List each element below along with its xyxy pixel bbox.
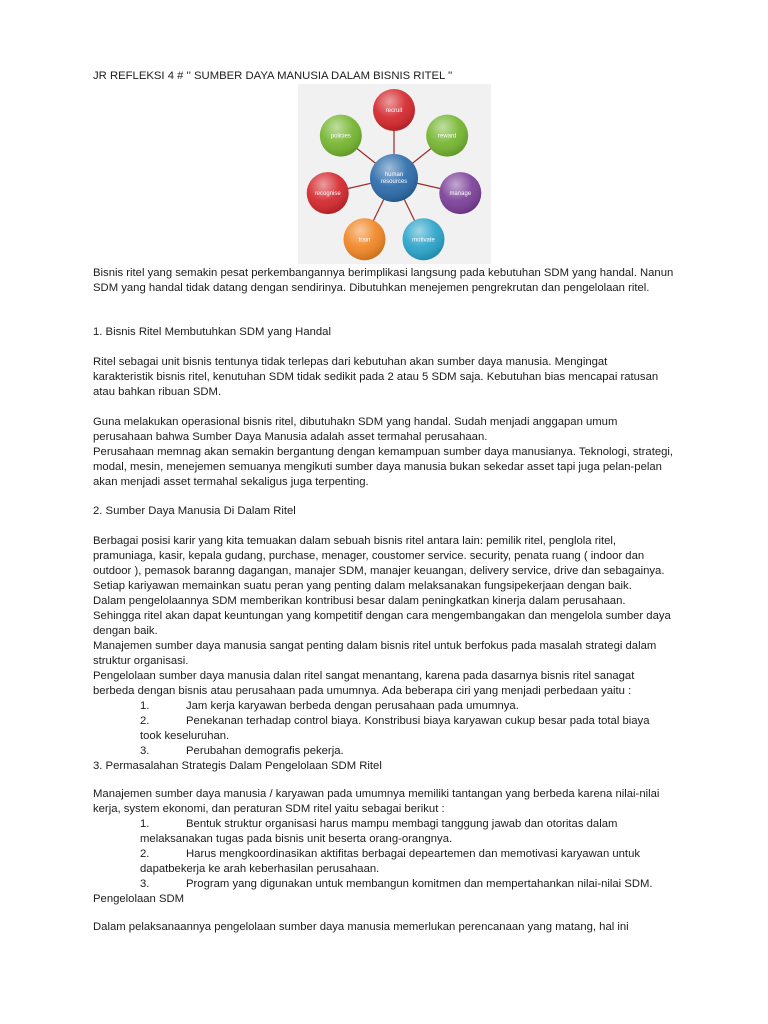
text-line: Setiap kariyawan memainkan suatu peran yang penting dalam melaksanakan fungsipekerjaan dengan baik.	[93, 580, 632, 592]
text-line: Bisnis ritel yang semakin pesat perkembangannya berimplikasi langsung pada kebutuhan SDM yang handal. Nanun	[93, 267, 674, 279]
list-text: Penekanan terhadap control biaya. Konstribusi biaya karyawan cukup besar pada total biaya	[186, 715, 650, 727]
node-label: manage	[449, 191, 472, 198]
text-line: Perusahaan memnag akan semakin bergantung dengan kemampuan sumber daya manusianya. Teknologi, strategi,	[93, 446, 674, 458]
hr-cycle-diagram	[298, 84, 491, 264]
text-line: pramuniaga, kasir, kepala gudang, purchase, menager, coustomer service. security, penata ruang ( indoor dan	[93, 550, 645, 562]
list-item	[93, 817, 703, 832]
list-item	[93, 877, 703, 892]
text-line: Guna melakukan operasional bisnis ritel, dibutuhakn SDM yang handal. Sudah menjadi anggapan umum	[93, 416, 618, 428]
diagram-center-node	[370, 154, 418, 202]
list-text-continuation: melaksanakan tugas pada bisnis unit beserta orang-orangnya.	[140, 833, 453, 845]
text-line: SDM yang handal tidak datang dengan sendirinya. Dibutuhkan menejemen pengrekrutan dan pengelolaan ritel.	[93, 282, 650, 294]
node-train	[343, 218, 385, 260]
list-item	[93, 714, 703, 729]
node-label: policies	[330, 133, 351, 140]
node-policies	[320, 115, 362, 157]
node-motivate	[403, 218, 445, 260]
section-heading: 2. Sumber Daya Manusia Di Dalam Ritel	[93, 505, 296, 517]
node-label: recruit	[385, 108, 403, 114]
list-number: 1.	[140, 700, 150, 712]
list-item	[93, 744, 703, 759]
node-recognise	[307, 172, 349, 214]
section-4-heading: Pengelolaan SDM	[93, 893, 185, 905]
text-line: Ritel sebagai unit bisnis tentunya tidak terlepas dari kebutuhan akan sumber daya manusia. Mengingat	[93, 356, 608, 368]
list-number: 2.	[140, 848, 150, 860]
text-line: Manajemen sumber daya manusia sangat penting dalam bisnis ritel untuk berfokus pada masalah strategi dalam	[93, 640, 657, 652]
node-manage	[439, 172, 481, 214]
text-line: perusahaan bahwa Sumber Daya Manusia adalah asset termahal perusahaan.	[93, 431, 488, 443]
node-label: recognise	[314, 191, 341, 198]
list-text: Jam kerja karyawan berbeda dengan perusahaan pada umumnya.	[186, 700, 519, 712]
text-line: Pengelolaan sumber daya manusia dalan ritel sangat menantang, karena pada dasarnya bisnis ritel sanagat	[93, 670, 635, 682]
text-line: Dalam pelaksanaannya pengelolaan sumber daya manusia memerlukan perencanaan yang matang, hal ini	[93, 921, 629, 933]
list-text: Program yang digunakan untuk membangun komitmen dan mempertahankan nilai-nilai SDM.	[186, 878, 653, 890]
node-recruit	[373, 89, 415, 131]
text-line: modal, mesin, menejemen semuanya mengikuti sumber daya manusia bukan sekedar asset tapi juga pelan-pelan	[93, 461, 662, 473]
section-heading: 1. Bisnis Ritel Membutuhkan SDM yang Handal	[93, 326, 331, 338]
text-line: outdoor ), pemasok baranng dagangan, manajer SDM, manajer keuangan, delivery service, drive dan sebagainya.	[93, 565, 665, 577]
section-3-heading: 3. Permasalahan Strategis Dalam Pengelolaan SDM Ritel	[93, 760, 382, 772]
list-item	[93, 699, 703, 714]
list-number: 1.	[140, 818, 150, 830]
diagram-svg	[298, 84, 491, 264]
section-4-body	[93, 920, 703, 935]
list-text-continuation: took keseluruhan.	[140, 730, 230, 742]
list-number: 3.	[140, 878, 150, 890]
section-3-body	[93, 787, 703, 907]
section-2-body	[93, 534, 703, 774]
intro-paragraph	[93, 266, 703, 296]
list-number: 3.	[140, 745, 150, 757]
text-line: dengan baik.	[93, 625, 158, 637]
text-line: berbeda dengan bisnis atau perusahaan pada umumnya. Ada beberapa ciri yang menjadi perbedaan yaitu :	[93, 685, 632, 697]
text-line: karakteristik bisnis ritel, kenutuhan SDM tidak sedikit pada 2 atau 5 SDM saja. Kebutuhan bias mencapai ratusan	[93, 371, 659, 383]
text-line: Dalam pengelolaannya SDM memberikan kontribusi besar dalam peningkatkan kinerja dalam perusahaan.	[93, 595, 626, 607]
text-line: kerja, system ekonomi, dan peraturan SDM ritel yaitu sebagai berikut :	[93, 803, 445, 815]
section-1-paragraph-2	[93, 415, 703, 490]
text-line: struktur organisasi.	[93, 655, 189, 667]
text-line: akan menjadi asset termahal sekaligus juga terpenting.	[93, 476, 369, 488]
text-line: Manajemen sumber daya manusia / karyawan pada umumnya memiliki tantangan yang berbeda karena nilai-nilai	[93, 788, 660, 800]
section-1-paragraph-1	[93, 355, 703, 400]
list-text: Perubahan demografis pekerja.	[186, 745, 344, 757]
text-line: Sehingga ritel akan dapat keuntungan yang kompetitif dengan cara mengembangakan dan mengelola sumber daya	[93, 610, 671, 622]
node-label: reward	[437, 133, 457, 140]
node-label: motivate	[412, 237, 435, 244]
node-reward	[426, 115, 468, 157]
text-line: atau bahkan ribuan SDM.	[93, 386, 222, 398]
center-label-line-1: human	[384, 172, 404, 178]
list-text: Harus mengkoordinasikan aktifitas berbagai depeartemen dan memotivasi karyawan untuk	[186, 848, 641, 860]
list-text: Bentuk struktur organisasi harus mampu membagi tanggung jawab dan otoritas dalam	[186, 818, 618, 830]
list-item	[93, 847, 703, 862]
center-label-line-2: resources	[380, 179, 408, 185]
section-2-heading	[93, 504, 703, 519]
text-line: Berbagai posisi karir yang kita temuakan dalam sebuah bisnis ritel antara lain: pemilik ritel, penglola ritel,	[93, 535, 617, 547]
document-title: JR REFLEKSI 4 # '' SUMBER DAYA MANUSIA DALAM BISNIS RITEL ''	[93, 70, 453, 82]
list-number: 2.	[140, 715, 150, 727]
list-text-continuation: dapatbekerja ke arah keberhasilan perusahaan.	[140, 863, 380, 875]
node-label: train	[358, 237, 371, 244]
section-1-heading	[93, 325, 703, 340]
